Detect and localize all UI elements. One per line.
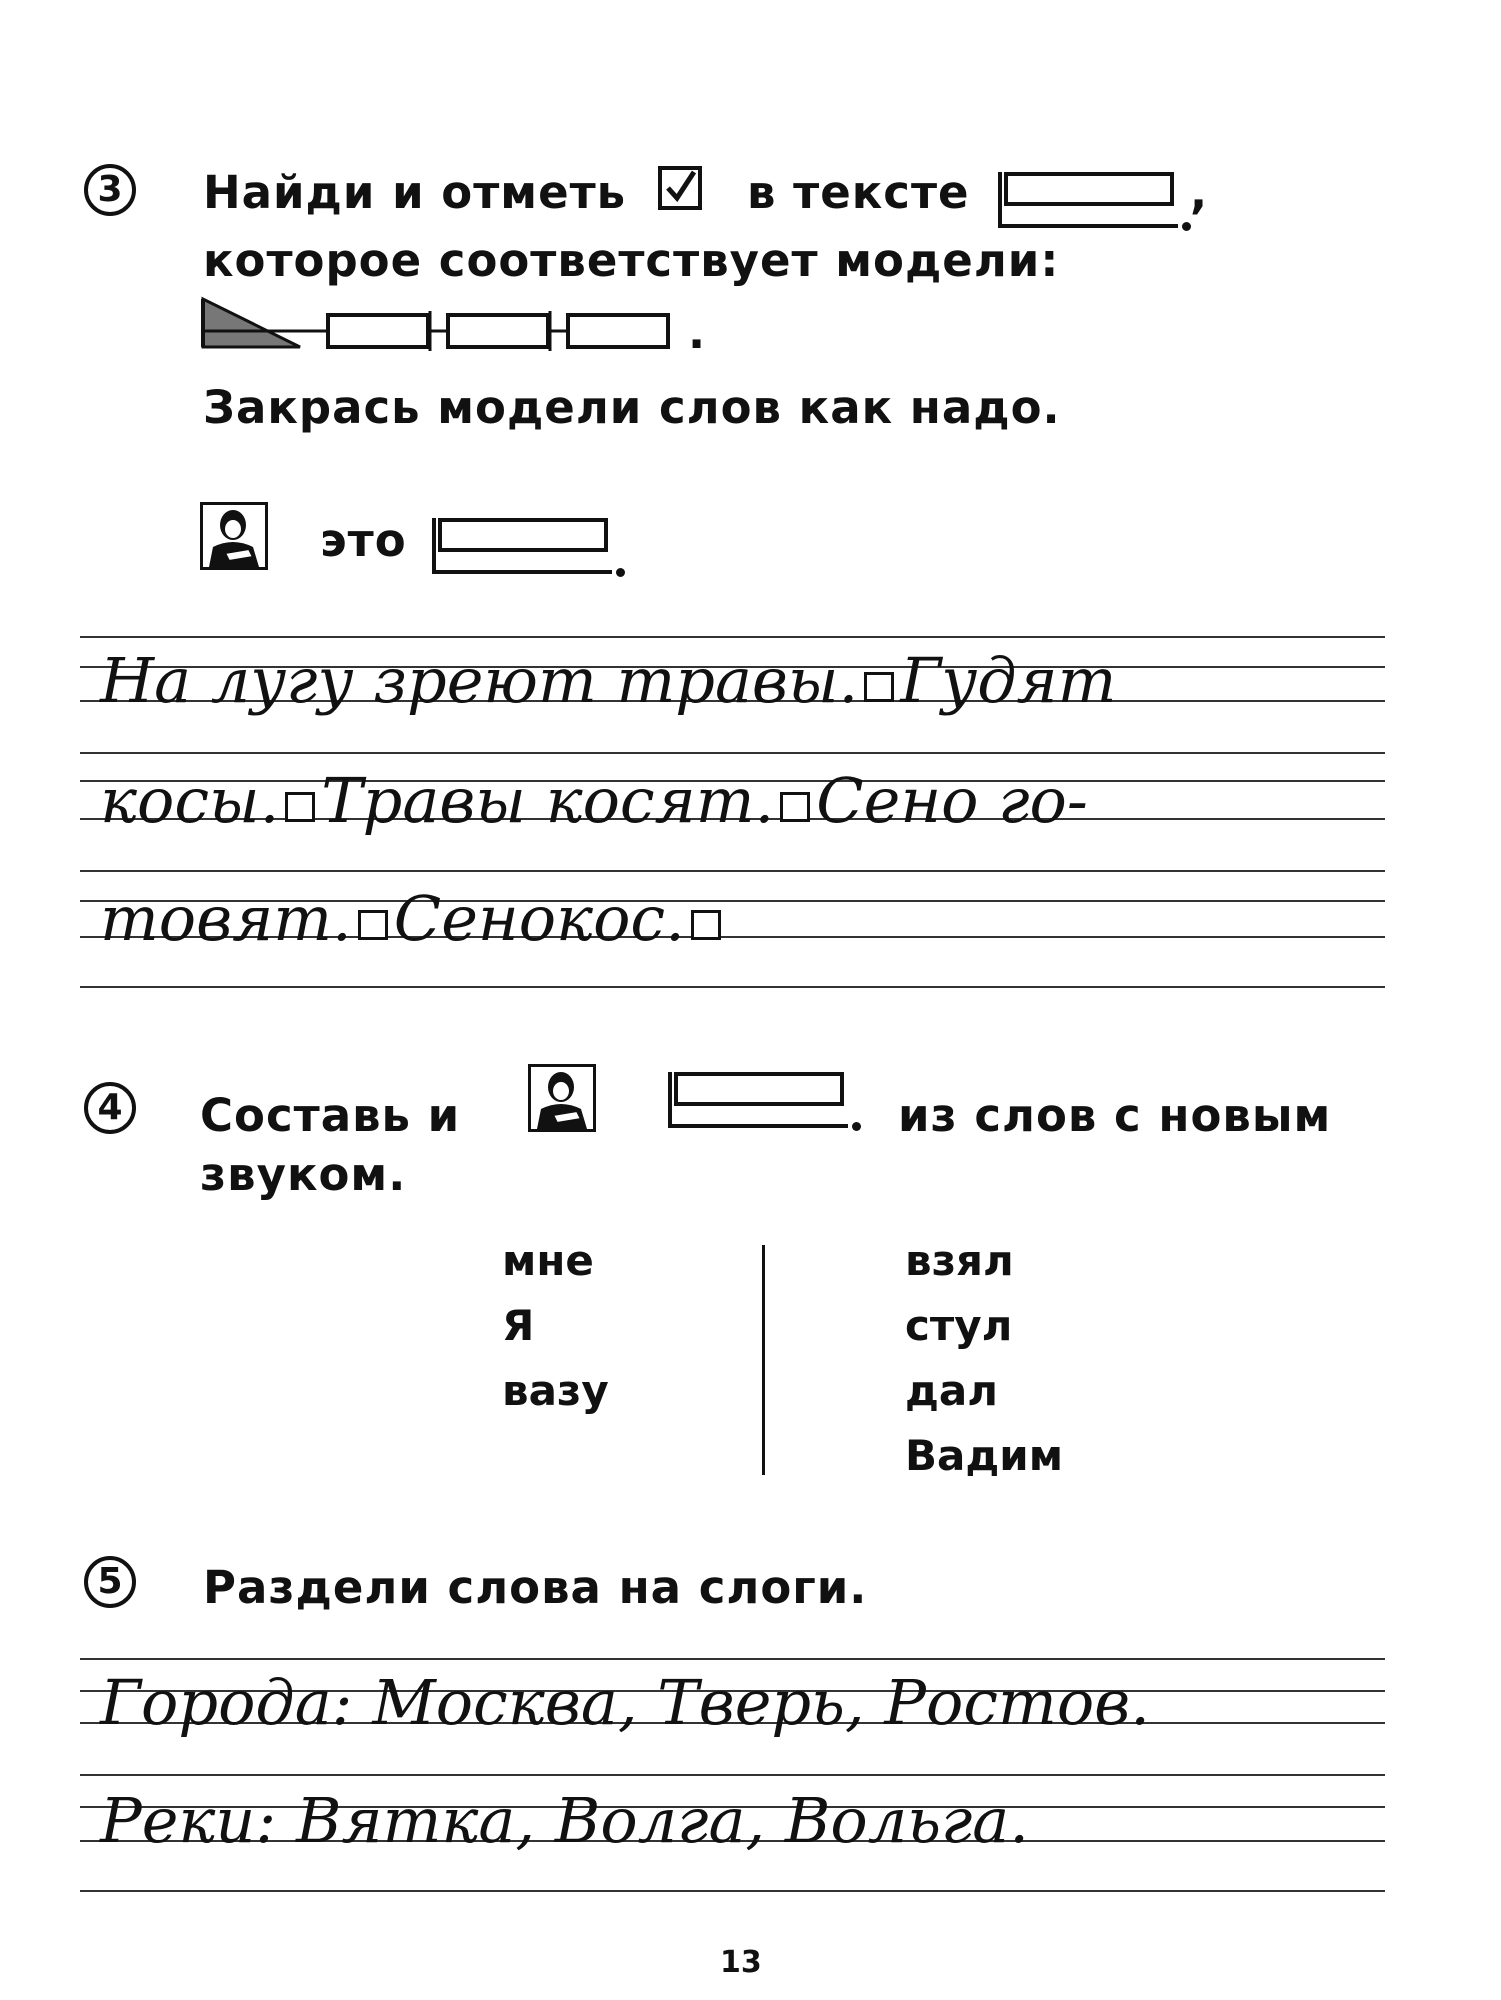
sentence-checkbox[interactable] (285, 792, 315, 822)
ruling-line (80, 1774, 1385, 1776)
script-text: косы. (100, 764, 280, 837)
task-3-line-2: которое соответствует модели: (203, 234, 1060, 287)
task-5-number: 5 (84, 1556, 136, 1608)
checkmark-icon (658, 166, 702, 210)
script-line-2 (100, 764, 1088, 837)
script-text: Сено го- (816, 764, 1088, 837)
task-3-line-1-comma: , (1190, 166, 1209, 219)
task-4-text-b: из слов с новым (898, 1089, 1332, 1142)
ruling-line (80, 986, 1385, 988)
ruling-line (80, 870, 1385, 872)
eto-label: это (320, 514, 407, 567)
word-right: взял (905, 1236, 1014, 1285)
script-line-rivers: Реки: Вятка, Волга, Вольга. (100, 1784, 1029, 1857)
word-left: Я (502, 1301, 535, 1350)
word-model-period: . (688, 306, 707, 359)
word-left: мне (502, 1236, 594, 1285)
script-text: Гудят (900, 644, 1117, 717)
word-left: вазу (502, 1366, 609, 1415)
ruling-line (80, 636, 1385, 638)
sentence-checkbox[interactable] (864, 672, 894, 702)
script-line-cities: Города: Москва, Тверь, Ростов. (100, 1666, 1150, 1739)
ruling-line (80, 1890, 1385, 1892)
word-right: Вадим (905, 1431, 1064, 1480)
script-text: товят. (100, 882, 352, 955)
task-4-number: 4 (84, 1082, 136, 1134)
word-right: стул (905, 1301, 1013, 1350)
child-reading-icon (528, 1064, 596, 1132)
task-3-number: 3 (84, 164, 136, 216)
child-reading-icon (200, 502, 268, 570)
script-line-3 (100, 882, 727, 955)
sentence-checkbox[interactable] (691, 910, 721, 940)
ruling-line (80, 752, 1385, 754)
script-text: Сенокос. (393, 882, 685, 955)
word-model-icon (200, 295, 720, 359)
task-5-text: Раздели слова на слоги. (203, 1561, 868, 1614)
script-line-1 (100, 644, 1117, 717)
task-4-text-a: Составь и (200, 1089, 461, 1142)
column-divider (762, 1245, 765, 1475)
script-text: На лугу зреют травы. (100, 644, 859, 717)
task-4-text-c: звуком. (200, 1148, 407, 1201)
word-right: дал (905, 1366, 999, 1415)
page-number: 13 (720, 1945, 762, 1980)
sentence-checkbox[interactable] (780, 792, 810, 822)
script-text: Травы косят. (321, 764, 775, 837)
task-3-line-1a: Найди и отметь (203, 166, 627, 219)
task-3-line-1b: в тексте (747, 166, 970, 219)
sentence-checkbox[interactable] (358, 910, 388, 940)
task-3-line-3: Закрась модели слов как надо. (203, 381, 1061, 434)
ruling-line (80, 1658, 1385, 1660)
